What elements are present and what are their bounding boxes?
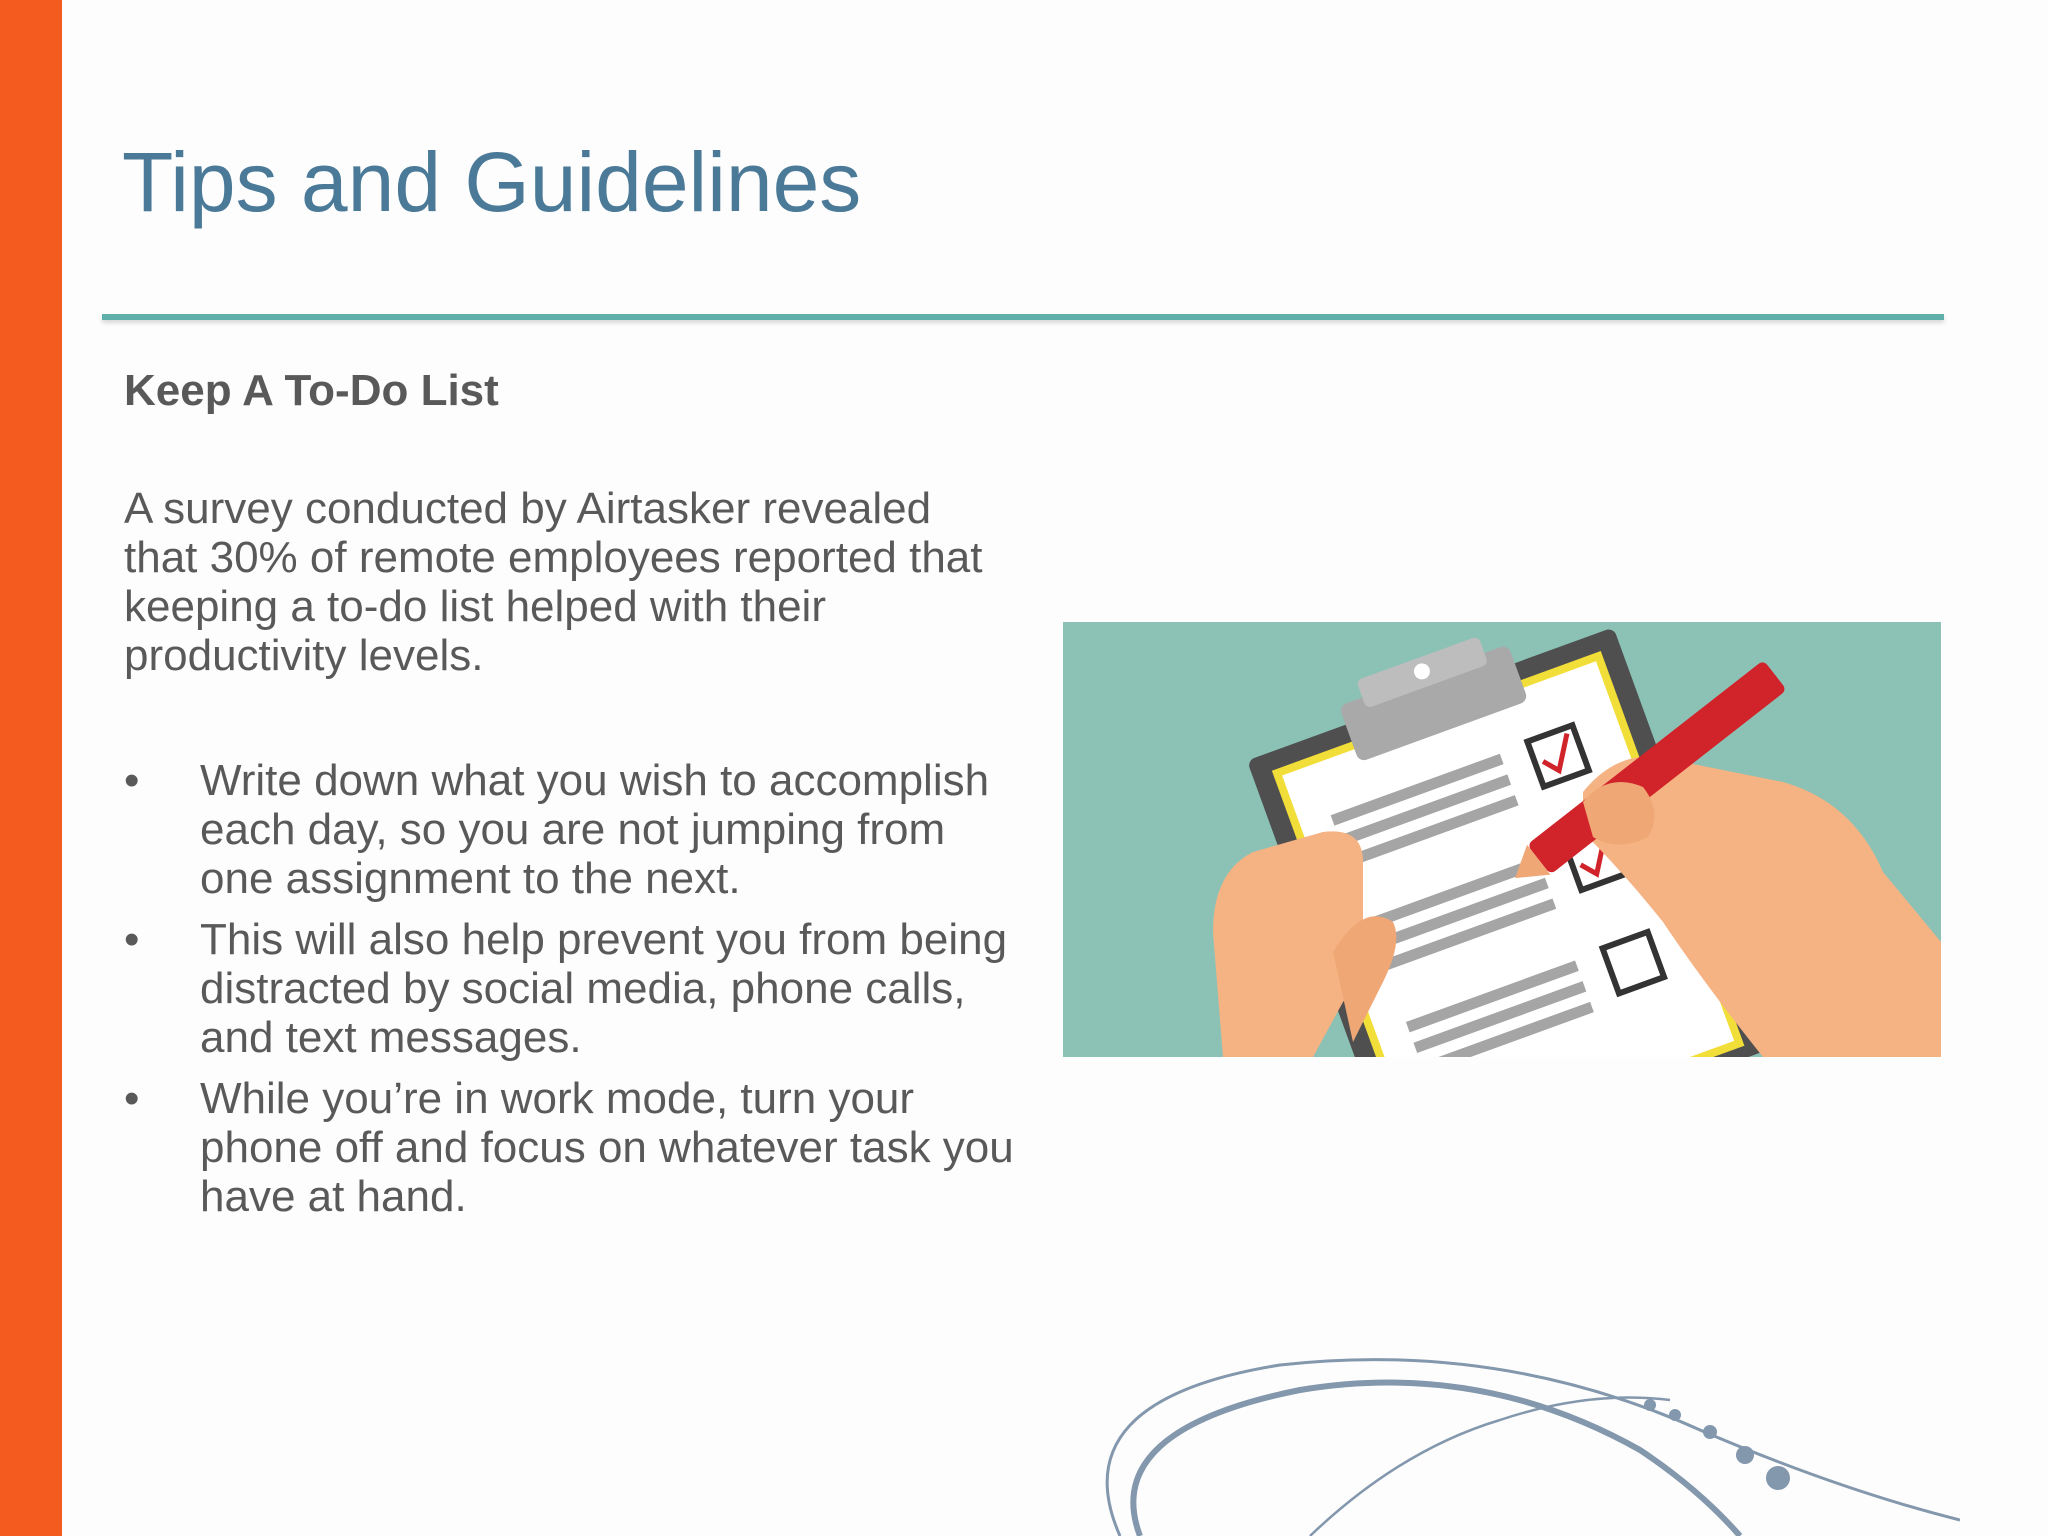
bullet-text: This will also help prevent you from being distracted by social media, phone calls, and text messages. bbox=[200, 915, 1008, 1062]
bullet-item bbox=[124, 1074, 1024, 1221]
swoosh-dot bbox=[1703, 1425, 1717, 1439]
section-heading: Keep A To-Do List bbox=[124, 366, 499, 415]
slide-title: Tips and Guidelines bbox=[122, 135, 862, 229]
swoosh-arc bbox=[1310, 1398, 1670, 1536]
bullet-dot: • bbox=[124, 1074, 140, 1123]
bullet-list bbox=[124, 756, 1024, 1233]
bullet-item bbox=[124, 915, 1024, 1062]
swoosh-dot bbox=[1736, 1446, 1754, 1464]
bullet-text: Write down what you wish to accomplish each day, so you are not jumping from one assignment to the next. bbox=[200, 756, 990, 903]
bullet-text: While you’re in work mode, turn your phone off and focus on whatever task you have at hand. bbox=[200, 1074, 1014, 1221]
swoosh-dot bbox=[1644, 1399, 1656, 1411]
swoosh-arc bbox=[1107, 1360, 1960, 1536]
clipboard-checklist-icon bbox=[1063, 622, 1941, 1057]
title-divider bbox=[102, 314, 1944, 320]
accent-bar bbox=[0, 0, 62, 1536]
bullet-dot: • bbox=[124, 756, 140, 805]
decorative-swoosh bbox=[1080, 1340, 1960, 1536]
swoosh-dot bbox=[1669, 1409, 1681, 1421]
bullet-item bbox=[124, 756, 1024, 903]
intro-paragraph: A survey conducted by Airtasker revealed that 30% of remote employees reported that keeping a to-do list helped with their productivity levels. bbox=[124, 484, 983, 680]
swoosh-dot bbox=[1766, 1466, 1790, 1490]
bullet-dot: • bbox=[124, 915, 140, 964]
